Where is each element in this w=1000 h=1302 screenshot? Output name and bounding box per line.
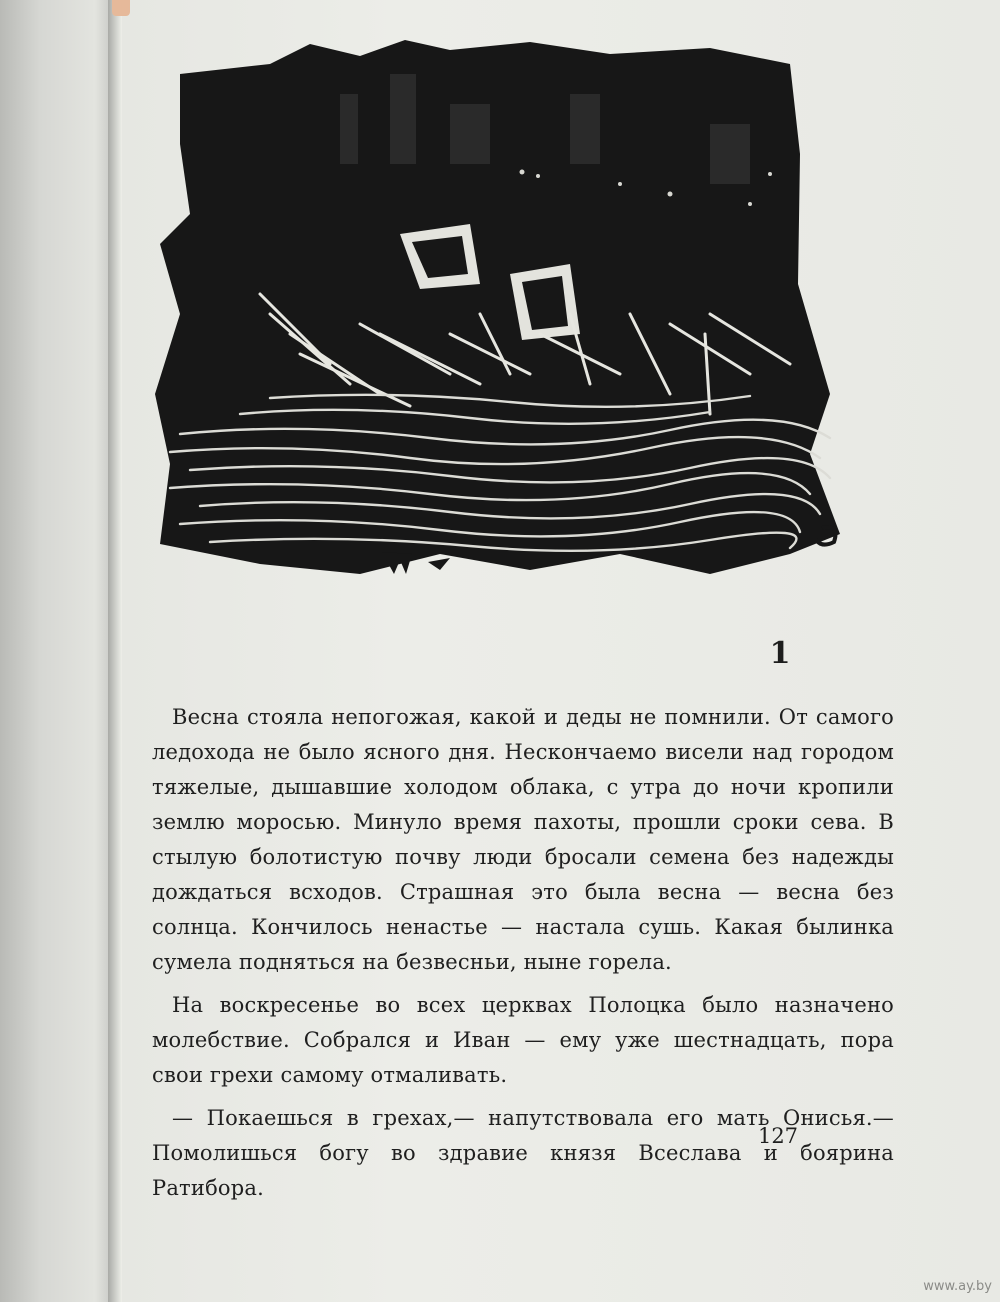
watermark: www.ay.by [923,1279,992,1294]
chapter-number: 1 [769,636,791,671]
bookmark-ribbon [112,0,130,16]
paragraph: На воскресенье во всех церквах Полоцка было назначено молебствие. Собрался и Иван — ему уже шестнадцать, пора свои грехи самому отмаливать. [152,993,894,1087]
paragraph: Весна стояла непогожая, какой и деды не помнили. От самого ледохода не было ясного дня. Нескончаемо висели над городом тяжелые, дышавшие холодом облака, с утра до ночи кропили землю моросью. Минуло время пахоты, прошли сроки сева. В стылую болотистую почву люди бросали семена без надежды дождаться всходов. Страшная это была весна — весна без солнца. Кончилось ненастье — настала сушь. Какая былинка сумела подняться на безвесньи, ныне горела. [152,705,894,974]
paragraph: — Покаешься в грехах,— напутствовала его мать Онисья.— Помолишься богу во здравие князя Всеслава и боярина Ратибора. [152,1106,894,1200]
page-number: 127 [757,1124,799,1148]
left-page-edge [108,0,122,1302]
woodcut-illustration [150,34,842,594]
